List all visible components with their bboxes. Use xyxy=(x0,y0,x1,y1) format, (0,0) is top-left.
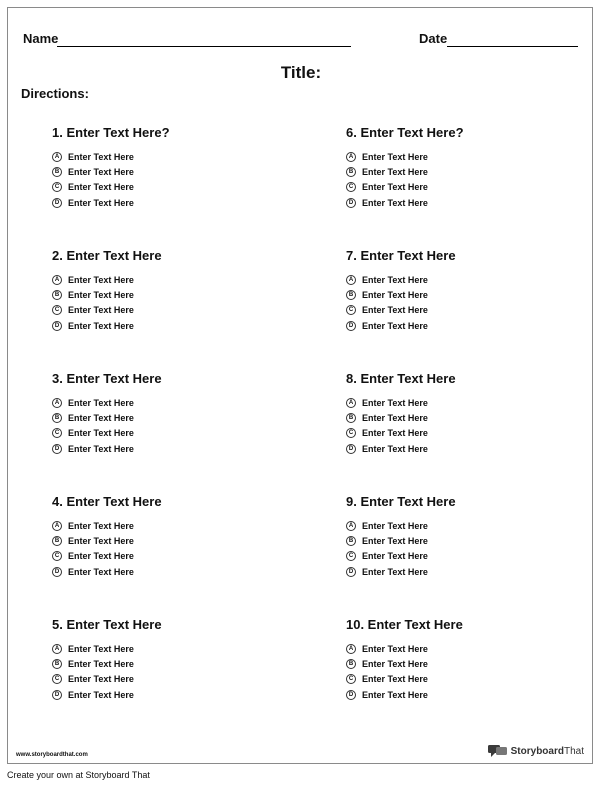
name-line xyxy=(57,46,351,47)
date-line xyxy=(447,46,578,47)
question-title: 8. Enter Text Here xyxy=(346,371,456,386)
answer-text: Enter Text Here xyxy=(68,428,134,439)
answer-options xyxy=(346,272,576,333)
answer-option[interactable] xyxy=(346,533,576,548)
answer-option[interactable] xyxy=(52,272,282,287)
answer-bubble[interactable]: D xyxy=(52,567,62,577)
answer-text: Enter Text Here xyxy=(362,412,428,423)
site-url: www.storyboardthat.com xyxy=(16,752,88,758)
question-title: 4. Enter Text Here xyxy=(52,494,162,509)
answer-option[interactable] xyxy=(52,441,282,456)
answer-bubble[interactable]: C xyxy=(346,551,356,561)
brand-name-bold: Storyboard xyxy=(510,745,564,757)
answer-option[interactable] xyxy=(346,318,576,333)
answer-text: Enter Text Here xyxy=(362,289,428,300)
answer-option[interactable] xyxy=(52,518,282,533)
answer-text: Enter Text Here xyxy=(362,658,428,669)
answer-text: Enter Text Here xyxy=(68,674,134,685)
question-title: 9. Enter Text Here xyxy=(346,494,456,509)
answer-bubble[interactable]: C xyxy=(52,305,62,315)
directions-label: Directions: xyxy=(21,86,89,101)
answer-text: Enter Text Here xyxy=(362,443,428,454)
question-title: 3. Enter Text Here xyxy=(52,371,162,386)
answer-bubble[interactable]: A xyxy=(52,521,62,531)
answer-bubble[interactable]: B xyxy=(52,536,62,546)
answer-option[interactable] xyxy=(52,195,282,210)
answer-text: Enter Text Here xyxy=(68,412,134,423)
answer-option[interactable] xyxy=(52,164,282,179)
answer-option[interactable] xyxy=(346,672,576,687)
date-label: Date xyxy=(419,31,448,46)
answer-text: Enter Text Here xyxy=(362,643,428,654)
answer-bubble[interactable]: A xyxy=(346,275,356,285)
answer-options xyxy=(52,518,282,579)
answer-option[interactable] xyxy=(346,426,576,441)
answer-text: Enter Text Here xyxy=(362,674,428,685)
answer-option[interactable] xyxy=(52,410,282,425)
answer-option[interactable] xyxy=(52,672,282,687)
answer-text: Enter Text Here xyxy=(362,428,428,439)
question-1 xyxy=(52,125,282,210)
answer-text: Enter Text Here xyxy=(362,689,428,700)
answer-text: Enter Text Here xyxy=(68,397,134,408)
answer-option[interactable] xyxy=(52,564,282,579)
answer-text: Enter Text Here xyxy=(68,166,134,177)
page-title: Title: xyxy=(280,63,322,82)
answer-bubble[interactable]: D xyxy=(346,444,356,454)
answer-bubble[interactable]: B xyxy=(346,167,356,177)
answer-text: Enter Text Here xyxy=(68,305,134,316)
brand-name-rest: That xyxy=(563,745,584,757)
answer-option[interactable] xyxy=(346,395,576,410)
answer-bubble[interactable]: B xyxy=(52,290,62,300)
question-title: 7. Enter Text Here xyxy=(346,248,456,263)
answer-text: Enter Text Here xyxy=(68,151,134,162)
question-title: 5. Enter Text Here xyxy=(52,617,162,632)
answer-option[interactable] xyxy=(52,549,282,564)
answer-bubble[interactable]: A xyxy=(52,152,62,162)
question-4 xyxy=(52,494,282,579)
answer-option[interactable] xyxy=(52,641,282,656)
answer-bubble[interactable]: B xyxy=(346,536,356,546)
answer-text: Enter Text Here xyxy=(68,320,134,331)
answer-bubble[interactable]: B xyxy=(346,659,356,669)
answer-option[interactable] xyxy=(52,318,282,333)
answer-bubble[interactable]: D xyxy=(52,444,62,454)
footer-credit: Create your own at Storyboard That xyxy=(7,770,150,780)
answer-options xyxy=(52,395,282,456)
answer-text: Enter Text Here xyxy=(68,520,134,531)
question-title: 6. Enter Text Here? xyxy=(346,125,464,140)
answer-bubble[interactable]: D xyxy=(52,690,62,700)
answer-options xyxy=(346,518,576,579)
answer-bubble[interactable]: D xyxy=(52,321,62,331)
answer-bubble[interactable]: D xyxy=(346,567,356,577)
answer-text: Enter Text Here xyxy=(68,535,134,546)
answer-option[interactable] xyxy=(52,395,282,410)
answer-options xyxy=(346,641,576,702)
answer-option[interactable] xyxy=(346,518,576,533)
answer-bubble[interactable]: C xyxy=(52,182,62,192)
question-title: 2. Enter Text Here xyxy=(52,248,162,263)
answer-option[interactable] xyxy=(346,287,576,302)
answer-bubble[interactable]: D xyxy=(346,690,356,700)
answer-option[interactable] xyxy=(52,287,282,302)
answer-bubble[interactable]: C xyxy=(52,674,62,684)
answer-text: Enter Text Here xyxy=(362,182,428,193)
answer-text: Enter Text Here xyxy=(362,166,428,177)
answer-text: Enter Text Here xyxy=(362,197,428,208)
answer-bubble[interactable]: B xyxy=(346,290,356,300)
answer-option[interactable] xyxy=(346,303,576,318)
answer-text: Enter Text Here xyxy=(68,182,134,193)
answer-text: Enter Text Here xyxy=(68,689,134,700)
answer-option[interactable] xyxy=(52,687,282,702)
answer-text: Enter Text Here xyxy=(68,274,134,285)
answer-options xyxy=(346,149,576,210)
answer-option[interactable] xyxy=(346,149,576,164)
question-7 xyxy=(346,248,576,333)
answer-bubble[interactable]: D xyxy=(52,198,62,208)
answer-option[interactable] xyxy=(346,180,576,195)
answer-option[interactable] xyxy=(52,533,282,548)
question-title: 10. Enter Text Here xyxy=(346,617,463,632)
answer-bubble[interactable]: A xyxy=(52,398,62,408)
answer-bubble[interactable]: A xyxy=(346,644,356,654)
answer-option[interactable] xyxy=(52,180,282,195)
answer-option[interactable] xyxy=(346,195,576,210)
answer-text: Enter Text Here xyxy=(362,566,428,577)
answer-text: Enter Text Here xyxy=(68,566,134,577)
answer-bubble[interactable]: B xyxy=(52,413,62,423)
name-label: Name xyxy=(23,31,59,46)
answer-option[interactable] xyxy=(346,549,576,564)
question-8 xyxy=(346,371,576,456)
answer-bubble[interactable]: A xyxy=(346,521,356,531)
answer-option[interactable] xyxy=(346,410,576,425)
answer-text: Enter Text Here xyxy=(362,320,428,331)
answer-text: Enter Text Here xyxy=(362,551,428,562)
speech-bubbles-icon xyxy=(488,744,508,758)
answer-options xyxy=(52,149,282,210)
question-9 xyxy=(346,494,576,579)
answer-bubble[interactable]: A xyxy=(52,644,62,654)
answer-bubble[interactable]: B xyxy=(52,659,62,669)
answer-bubble[interactable]: C xyxy=(346,428,356,438)
answer-bubble[interactable]: C xyxy=(346,305,356,315)
question-10 xyxy=(346,617,576,702)
answer-option[interactable] xyxy=(52,426,282,441)
answer-text: Enter Text Here xyxy=(362,535,428,546)
answer-option[interactable] xyxy=(346,641,576,656)
answer-option[interactable] xyxy=(52,149,282,164)
worksheet-page xyxy=(7,7,593,764)
answer-option[interactable] xyxy=(346,441,576,456)
question-2 xyxy=(52,248,282,333)
answer-bubble[interactable]: C xyxy=(52,428,62,438)
answer-text: Enter Text Here xyxy=(362,520,428,531)
answer-options xyxy=(346,395,576,456)
answer-text: Enter Text Here xyxy=(68,197,134,208)
question-3 xyxy=(52,371,282,456)
answer-text: Enter Text Here xyxy=(362,274,428,285)
answer-option[interactable] xyxy=(346,564,576,579)
answer-bubble[interactable]: B xyxy=(52,167,62,177)
answer-bubble[interactable]: A xyxy=(346,152,356,162)
answer-bubble[interactable]: A xyxy=(346,398,356,408)
answer-text: Enter Text Here xyxy=(68,551,134,562)
question-title: 1. Enter Text Here? xyxy=(52,125,170,140)
answer-option[interactable] xyxy=(52,303,282,318)
answer-bubble[interactable]: B xyxy=(346,413,356,423)
answer-text: Enter Text Here xyxy=(68,643,134,654)
question-5 xyxy=(52,617,282,702)
question-6 xyxy=(346,125,576,210)
answer-text: Enter Text Here xyxy=(68,658,134,669)
answer-option[interactable] xyxy=(346,164,576,179)
answer-text: Enter Text Here xyxy=(68,289,134,300)
answer-bubble[interactable]: C xyxy=(346,182,356,192)
answer-bubble[interactable]: C xyxy=(52,551,62,561)
answer-option[interactable] xyxy=(346,272,576,287)
answer-options xyxy=(52,641,282,702)
answer-text: Enter Text Here xyxy=(362,151,428,162)
answer-option[interactable] xyxy=(346,687,576,702)
answer-option[interactable] xyxy=(52,656,282,671)
answer-bubble[interactable]: C xyxy=(346,674,356,684)
answer-text: Enter Text Here xyxy=(68,443,134,454)
brand-logo xyxy=(488,744,584,758)
answer-text: Enter Text Here xyxy=(362,397,428,408)
answer-options xyxy=(52,272,282,333)
answer-bubble[interactable]: D xyxy=(346,321,356,331)
answer-text: Enter Text Here xyxy=(362,305,428,316)
answer-bubble[interactable]: A xyxy=(52,275,62,285)
answer-option[interactable] xyxy=(346,656,576,671)
answer-bubble[interactable]: D xyxy=(346,198,356,208)
